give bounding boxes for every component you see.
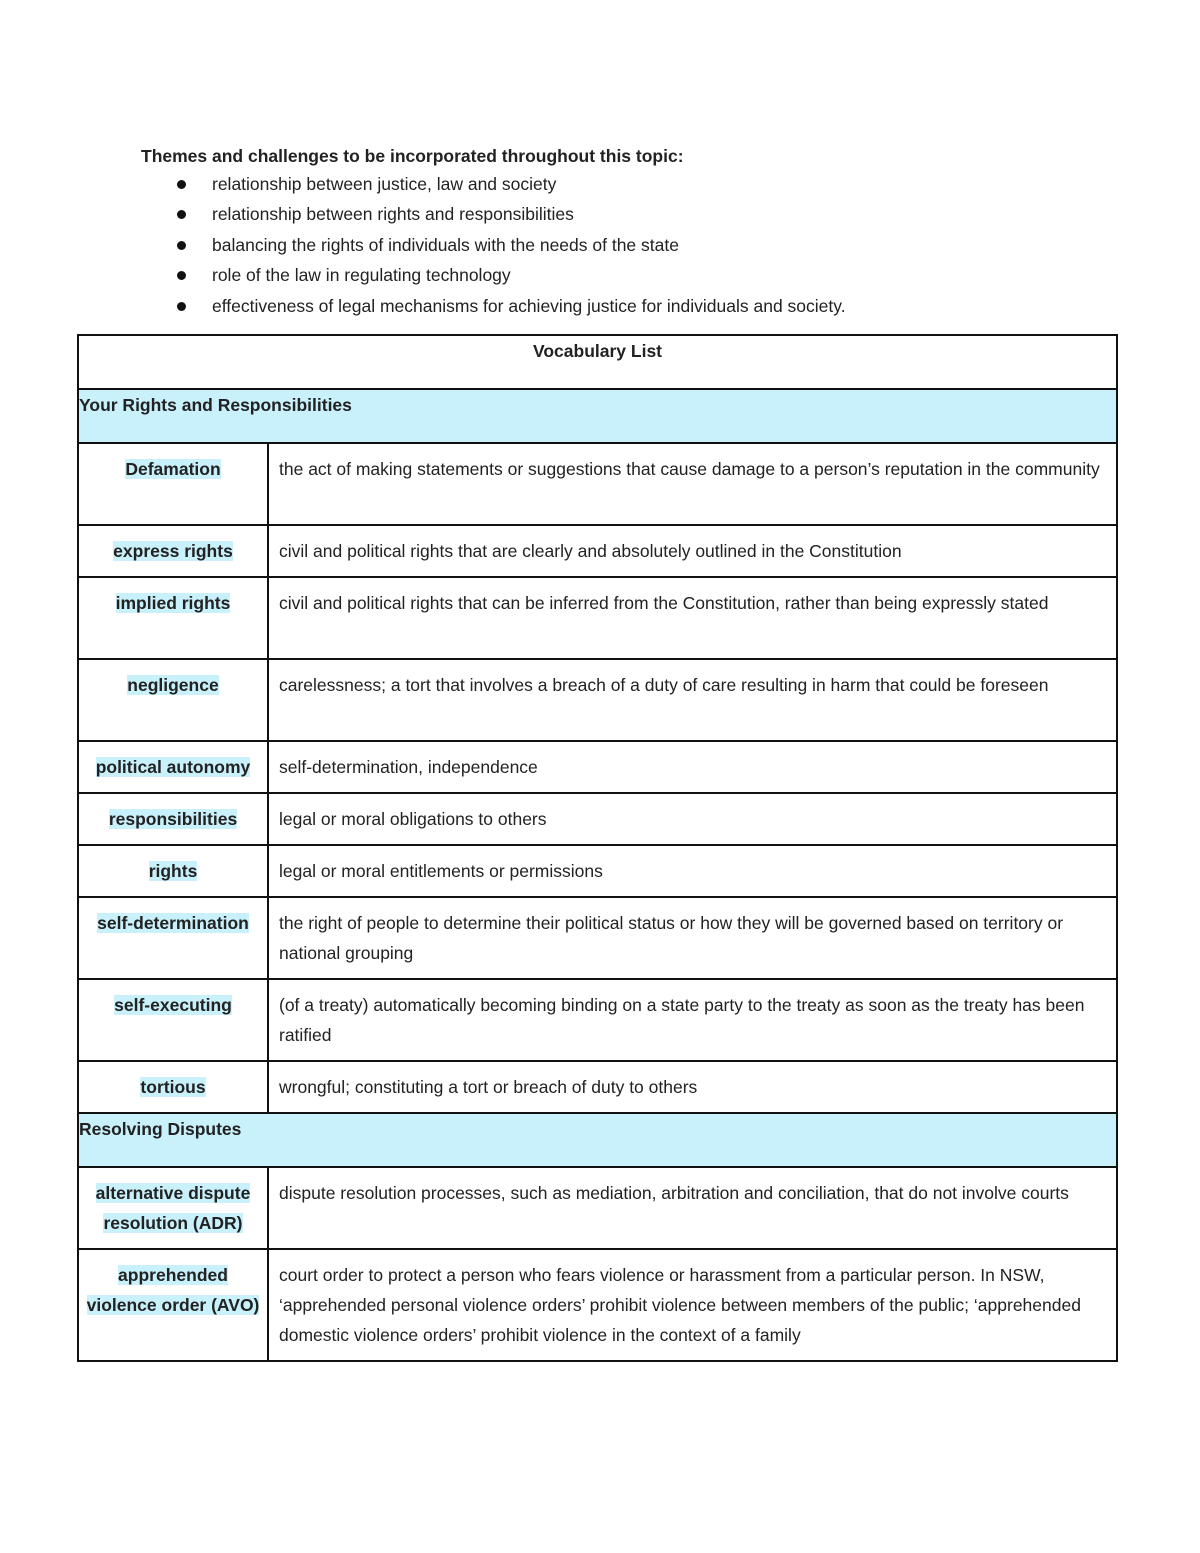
list-item-text: relationship between justice, law and society	[212, 174, 557, 194]
definition-cell: legal or moral obligations to others	[268, 793, 1117, 845]
term-cell	[78, 659, 268, 741]
list-item-text: relationship between rights and responsibilities	[212, 204, 574, 225]
list-item-text: effectiveness of legal mechanisms for achieving justice for individuals and society.	[212, 295, 846, 316]
term: express rights	[113, 541, 233, 561]
list-item	[141, 291, 1101, 321]
table-row	[78, 1167, 1117, 1249]
section-heading: Your Rights and Responsibilities	[78, 389, 1117, 443]
definition-cell: self-determination, independence	[268, 741, 1117, 793]
definition-cell: wrongful; constituting a tort or breach of duty to others	[268, 1061, 1117, 1113]
definition-cell: civil and political rights that are clearly and absolutely outlined in the Constitution	[268, 525, 1117, 577]
table-row	[78, 741, 1117, 793]
section-heading: Resolving Disputes	[78, 1113, 1117, 1167]
term: alternative dispute resolution (ADR)	[95, 1183, 251, 1233]
table-row	[78, 1061, 1117, 1113]
term-cell	[78, 793, 268, 845]
list-item	[141, 230, 1101, 260]
themes-title: Themes and challenges to be incorporated throughout this topic:	[141, 146, 684, 166]
table-row	[78, 793, 1117, 845]
section-heading-row	[78, 389, 1117, 443]
definition-cell: the act of making statements or suggestions that cause damage to a person’s reputation in the community	[268, 443, 1117, 525]
list-item	[141, 260, 1101, 290]
table-title-row	[78, 335, 1117, 389]
table-row	[78, 897, 1117, 979]
themes-list	[141, 169, 1101, 321]
term: negligence	[127, 675, 219, 695]
definition-cell: legal or moral entitlements or permissions	[268, 845, 1117, 897]
term: rights	[148, 861, 198, 881]
term: implied rights	[115, 593, 231, 613]
list-item	[141, 199, 1101, 229]
definition-cell: court order to protect a person who fears violence or harassment from a particular person. In NSW, ‘apprehended personal violence orders’ prohibit violence between members of the public; ‘apprehended domestic violence orders’ prohibit violence in the context of a family	[268, 1249, 1117, 1361]
section-heading-row	[78, 1113, 1117, 1167]
themes-section	[141, 143, 1101, 321]
table-row	[78, 1249, 1117, 1361]
term-cell	[78, 979, 268, 1061]
bullet-icon	[177, 241, 186, 250]
table-row	[78, 979, 1117, 1061]
definition-cell: dispute resolution processes, such as mediation, arbitration and conciliation, that do not involve courts	[268, 1167, 1117, 1249]
definition-cell: the right of people to determine their political status or how they will be governed based on territory or national grouping	[268, 897, 1117, 979]
table-row	[78, 845, 1117, 897]
term-cell	[78, 577, 268, 659]
list-item-text: role of the law in regulating technology	[212, 265, 511, 286]
table-row	[78, 525, 1117, 577]
term: apprehended violence order (AVO)	[86, 1265, 260, 1315]
table-row	[78, 577, 1117, 659]
term: tortious	[140, 1077, 206, 1097]
bullet-icon	[177, 210, 186, 219]
definition-cell: (of a treaty) automatically becoming binding on a state party to the treaty as soon as the treaty has been ratified	[268, 979, 1117, 1061]
bullet-icon	[177, 180, 186, 189]
list-item	[141, 169, 1101, 199]
bullet-icon	[177, 302, 186, 311]
term-cell	[78, 1249, 268, 1361]
term: self-determination	[97, 913, 249, 933]
table-row	[78, 659, 1117, 741]
term-cell	[78, 525, 268, 577]
term-cell	[78, 443, 268, 525]
definition-cell: carelessness; a tort that involves a breach of a duty of care resulting in harm that could be foreseen	[268, 659, 1117, 741]
table-row	[78, 443, 1117, 525]
bullet-icon	[177, 271, 186, 280]
term-cell	[78, 845, 268, 897]
term: responsibilities	[108, 809, 238, 829]
term: political autonomy	[95, 757, 251, 777]
table-title: Vocabulary List	[78, 335, 1117, 389]
vocabulary-table	[77, 334, 1118, 1362]
definition-cell: civil and political rights that can be inferred from the Constitution, rather than being expressly stated	[268, 577, 1117, 659]
term-cell	[78, 1167, 268, 1249]
list-item-text: balancing the rights of individuals with the needs of the state	[212, 234, 679, 255]
term: Defamation	[125, 459, 221, 479]
term-cell	[78, 897, 268, 979]
term-cell	[78, 1061, 268, 1113]
term-cell	[78, 741, 268, 793]
term: self-executing	[114, 995, 232, 1015]
